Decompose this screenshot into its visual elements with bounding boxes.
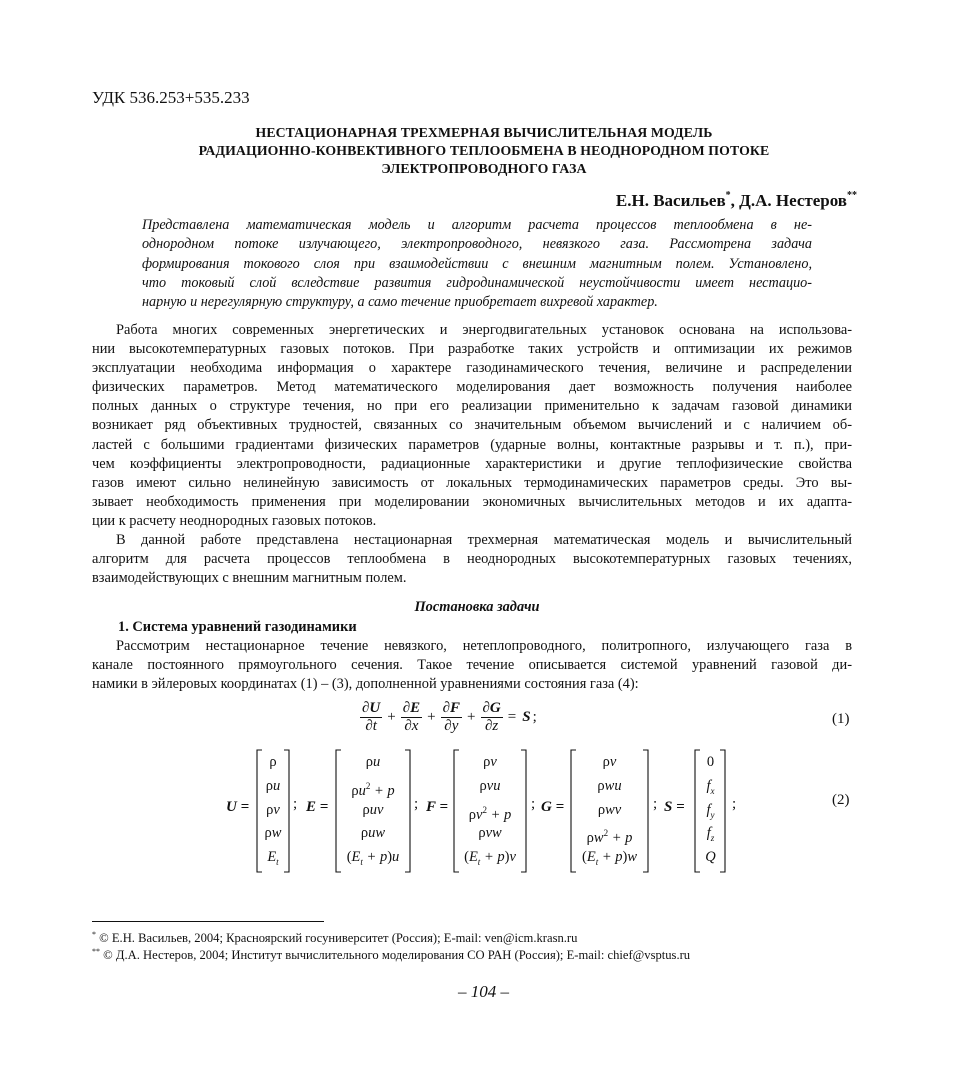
fraction xyxy=(441,700,462,735)
vector-f xyxy=(456,751,524,870)
equation-2 xyxy=(220,748,760,876)
text-line: физических параметров. Метод математического моделирования дает возможность получения наиболее xyxy=(92,379,852,396)
page-number: – 104 – xyxy=(458,982,509,1001)
matrix-cell: ρv xyxy=(602,754,617,770)
plus-sign: + xyxy=(427,709,436,725)
matrix-cell: ρ xyxy=(269,754,277,770)
semicolon: ; xyxy=(653,796,658,812)
author-separator: , xyxy=(730,191,740,210)
fraction xyxy=(360,700,382,735)
numerator: ∂E xyxy=(402,700,421,716)
matrix-cell: $f_y$ xyxy=(706,801,715,820)
plus-sign: + xyxy=(387,709,396,725)
abstract-line: формирования токового слоя при взаимодействии с внешним магнитным полем. Установлено, xyxy=(142,255,812,272)
vector-label: F = xyxy=(426,799,449,815)
abstract-line: однородном потоке излучающего, электропроводного, невязкого газа. Рассмотрена задача xyxy=(142,236,812,253)
denominator: ∂x xyxy=(404,718,419,734)
section-heading: Постановка задачи xyxy=(414,599,540,615)
footnote-text: © Е.Н. Васильев, 2004; Красноярский госуниверситет (Россия); E-mail: ven@icm.krasn.ru xyxy=(96,931,578,945)
numerator: ∂U xyxy=(362,700,381,716)
paragraph-purpose xyxy=(92,531,852,588)
matrix-cell: ρw xyxy=(264,825,282,842)
equals-sign: = xyxy=(507,709,517,725)
paragraph-intro xyxy=(92,321,852,531)
vector-g xyxy=(573,751,646,870)
equation-number: (1) xyxy=(832,711,850,727)
footnote-separator xyxy=(92,921,324,922)
text-line: намики в эйлеровых координатах (1) – (3), дополненной уравнениями состояния газа (4): xyxy=(92,676,639,693)
matrix-cell: $(E_t + p)w$ xyxy=(581,849,638,868)
matrix-cell: ρv xyxy=(483,754,497,770)
text-line: канале постоянного прямоугольного сечения. Такое течение описывается системой уравнений газовой ди- xyxy=(92,657,852,674)
matrix-cell: ρuw xyxy=(360,825,386,842)
denominator: ∂t xyxy=(365,718,377,734)
title-line: НЕСТАЦИОНАРНАЯ ТРЕХМЕРНАЯ ВЫЧИСЛИТЕЛЬНАЯ МОДЕЛЬ xyxy=(255,125,713,140)
text-line: В данной работе представлена нестационарная трехмерная математическая модель и вычислительный xyxy=(116,532,852,548)
text-line: эксплуатации необходима информация о характере газодинамического течения, величине и распределении xyxy=(92,360,852,377)
text-line: взаимодействующих с внешним магнитным полем. xyxy=(92,570,407,587)
footnote-mark: ** xyxy=(92,947,100,956)
text-line: ластей с большими градиентами физических параметров (ударные волны, контактные разрывы и т. п.), при- xyxy=(92,436,852,453)
vector-e xyxy=(338,751,408,870)
text-line: Работа многих современных энергетических и энергодвигательных установок основана на использова- xyxy=(116,322,852,338)
source-term: S xyxy=(522,709,531,725)
matrix-cell: $\rho w^2 + p$ xyxy=(586,828,633,847)
text-line: полных данных о структуре течения, но при его реализации применительно к задачам газовой динамики xyxy=(92,398,852,415)
subsection-heading: 1. Система уравнений газодинамики xyxy=(118,619,357,635)
text-line: зывает необходимость применения при моделировании экономичных вычислительных методов и их адапта- xyxy=(92,493,852,510)
author-name: Е.Н. Васильев xyxy=(615,191,726,210)
matrix-cell: $(E_t + p)u$ xyxy=(346,849,400,868)
text-line: чем коэффициенты электропроводности, радиационные характеристики и другие теплофизические свойства xyxy=(92,455,852,472)
abstract-line: Представлена математическая модель и алгоритм расчета процессов теплообмена в не- xyxy=(142,217,812,233)
matrix-cell: $E_t$ xyxy=(267,849,279,868)
plus-sign: + xyxy=(467,709,476,725)
abstract-line: что токовый слой вследствие развития гидродинамической неустойчивости имеет нестацио- xyxy=(142,274,812,291)
text-line: алгоритм для расчета процессов теплообмена в неоднородных высокотемпературных газовых течениях, xyxy=(92,551,852,568)
abstract xyxy=(142,216,812,312)
footnote-mark: ** xyxy=(847,190,857,201)
footnote xyxy=(92,930,577,946)
matrix-cell: ρvw xyxy=(478,825,502,842)
matrix-cell: 0 xyxy=(706,754,715,770)
text-line: ции к расчету неоднородных газовых потоков. xyxy=(92,512,377,529)
abstract-line: нарную и нерегулярную структуру, а само течение приобретает вихревой характер. xyxy=(142,294,658,311)
numerator: ∂F xyxy=(442,700,461,716)
vector-u xyxy=(260,751,286,870)
footnote-mark: * xyxy=(92,930,96,939)
matrix-cell: ρu xyxy=(365,754,381,770)
matrix-cell: $\rho u^2 + p$ xyxy=(351,780,395,799)
title-line: РАДИАЦИОННО-КОНВЕКТИВНОГО ТЕПЛООБМЕНА В НЕОДНОРОДНОМ ПОТОКЕ xyxy=(198,143,770,158)
vector-label: E = xyxy=(306,799,329,815)
paper-title xyxy=(92,124,876,178)
matrix-cell: ρwu xyxy=(597,777,622,794)
matrix-cell: ρvu xyxy=(479,777,501,794)
text-line: газов имеют сильно нелинейную зависимость от локальных термодинамических параметров среды. Это вы- xyxy=(92,474,852,491)
text-line: возникает ряд объективных трудностей, связанных со значительным объемом вычислений и с наличием об- xyxy=(92,417,852,434)
text-line: нии высокотемпературных газовых потоков. При разработке таких устройств и оптимизации их режимов xyxy=(92,341,852,358)
matrix-cell: ρv xyxy=(266,801,280,818)
vector-label: S = xyxy=(664,799,685,815)
matrix-cell: ρuv xyxy=(362,801,384,818)
equation-number: (2) xyxy=(832,792,850,808)
matrix-cell: $f_z$ xyxy=(706,825,715,844)
author-name: Д.А. Нестеров xyxy=(739,191,847,210)
vector-s xyxy=(698,751,723,870)
semicolon: ; xyxy=(532,709,537,725)
fraction xyxy=(481,700,503,735)
authors xyxy=(616,190,857,211)
matrix-cell: $(E_t + p)v$ xyxy=(464,849,516,868)
semicolon: ; xyxy=(414,796,419,812)
matrix-cell: ρu xyxy=(265,777,281,794)
semicolon: ; xyxy=(293,796,298,812)
matrix-cell: ρwv xyxy=(597,801,622,818)
footnote-text: © Д.А. Нестеров, 2004; Институт вычислительного моделирования СО РАН (Россия); E-mail: chief@vsptus.ru xyxy=(100,948,691,962)
footnote-mark: * xyxy=(725,190,731,201)
semicolon: ; xyxy=(732,796,737,812)
udk-code: УДК 536.253+535.233 xyxy=(92,88,250,107)
denominator: ∂z xyxy=(485,718,499,734)
vector-label: G = xyxy=(541,799,565,815)
paragraph-problem xyxy=(92,637,852,694)
title-line: ЭЛЕКТРОПРОВОДНОГО ГАЗА xyxy=(381,161,587,176)
fraction xyxy=(401,700,422,735)
equation-1 xyxy=(360,700,538,746)
semicolon: ; xyxy=(531,796,536,812)
numerator: ∂G xyxy=(482,700,501,716)
matrix-cell: Q xyxy=(705,849,716,866)
denominator: ∂y xyxy=(444,718,459,734)
vector-label: U = xyxy=(226,799,250,815)
footnote xyxy=(92,947,690,963)
text-line: Рассмотрим нестационарное течение невязкого, нетеплопроводного, политропного, излучающего газа в xyxy=(116,638,852,654)
matrix-cell: $f_x$ xyxy=(706,777,715,796)
matrix-cell: $\rho v^2 + p$ xyxy=(468,804,512,823)
